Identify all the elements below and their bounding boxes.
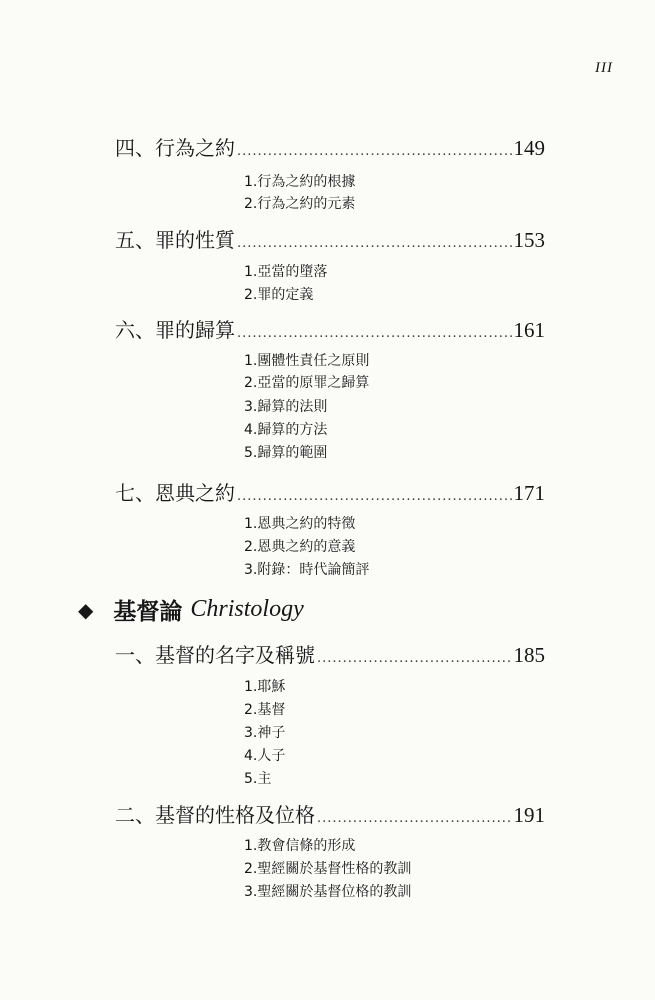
dot-leader bbox=[317, 644, 512, 674]
chapter-page: 149 bbox=[513, 136, 545, 160]
toc-subitem: 3.神子 bbox=[244, 725, 286, 741]
section-heading bbox=[78, 593, 304, 626]
toc-entry[interactable] bbox=[115, 800, 545, 834]
toc-subitem: 2.行為之約的元素 bbox=[244, 196, 356, 212]
toc-subitem: 1.團體性責任之原則 bbox=[244, 353, 370, 369]
chapter-page: 153 bbox=[513, 228, 545, 252]
toc-subitem: 5.歸算的範圍 bbox=[244, 445, 328, 461]
dot-leader bbox=[237, 229, 512, 259]
dot-leader bbox=[237, 137, 512, 167]
section-title-chinese: 基督論 bbox=[113, 599, 183, 625]
toc-subitem: 1.行為之約的根據 bbox=[244, 174, 356, 190]
section-title-english: Christology bbox=[190, 596, 304, 622]
chapter-title: 二、基督的性格及位格 bbox=[115, 803, 315, 827]
chapter-title: 五、罪的性質 bbox=[115, 228, 235, 252]
page-number: III bbox=[595, 60, 613, 76]
toc-entry[interactable] bbox=[115, 315, 545, 349]
diamond-bullet-icon: ◆ bbox=[78, 597, 94, 622]
toc-subitem: 1.教會信條的形成 bbox=[244, 838, 356, 854]
chapter-title: 一、基督的名字及稱號 bbox=[115, 643, 315, 667]
toc-entry[interactable] bbox=[115, 478, 545, 512]
toc-entry[interactable] bbox=[115, 133, 545, 167]
chapter-page: 185 bbox=[513, 643, 545, 667]
chapter-title: 六、罪的歸算 bbox=[115, 318, 235, 342]
dot-leader bbox=[317, 804, 512, 834]
chapter-page: 161 bbox=[513, 318, 545, 342]
toc-subitem: 2.基督 bbox=[244, 702, 286, 718]
toc-subitem: 5.主 bbox=[244, 771, 272, 787]
toc-subitem: 3.歸算的法則 bbox=[244, 399, 328, 415]
toc-subitem: 3.附錄：時代論簡評 bbox=[244, 562, 370, 578]
toc-entry[interactable] bbox=[115, 640, 545, 674]
toc-subitem: 2.恩典之約的意義 bbox=[244, 539, 356, 555]
toc-subitem: 1.亞當的墮落 bbox=[244, 264, 328, 280]
chapter-title: 七、恩典之約 bbox=[115, 481, 235, 505]
toc-subitem: 4.人子 bbox=[244, 748, 286, 764]
toc-entry[interactable] bbox=[115, 225, 545, 259]
dot-leader bbox=[237, 482, 512, 512]
toc-subitem: 2.聖經關於基督性格的教訓 bbox=[244, 861, 412, 877]
toc-subitem: 1.耶穌 bbox=[244, 679, 286, 695]
chapter-page: 171 bbox=[513, 481, 545, 505]
toc-subitem: 2.罪的定義 bbox=[244, 287, 314, 303]
toc-subitem: 3.聖經關於基督位格的教訓 bbox=[244, 884, 412, 900]
chapter-title: 四、行為之約 bbox=[115, 136, 235, 160]
dot-leader bbox=[237, 319, 512, 349]
toc-subitem: 1.恩典之約的特徵 bbox=[244, 516, 356, 532]
toc-subitem: 4.歸算的方法 bbox=[244, 422, 328, 438]
toc-subitem: 2.亞當的原罪之歸算 bbox=[244, 375, 370, 391]
chapter-page: 191 bbox=[513, 803, 545, 827]
